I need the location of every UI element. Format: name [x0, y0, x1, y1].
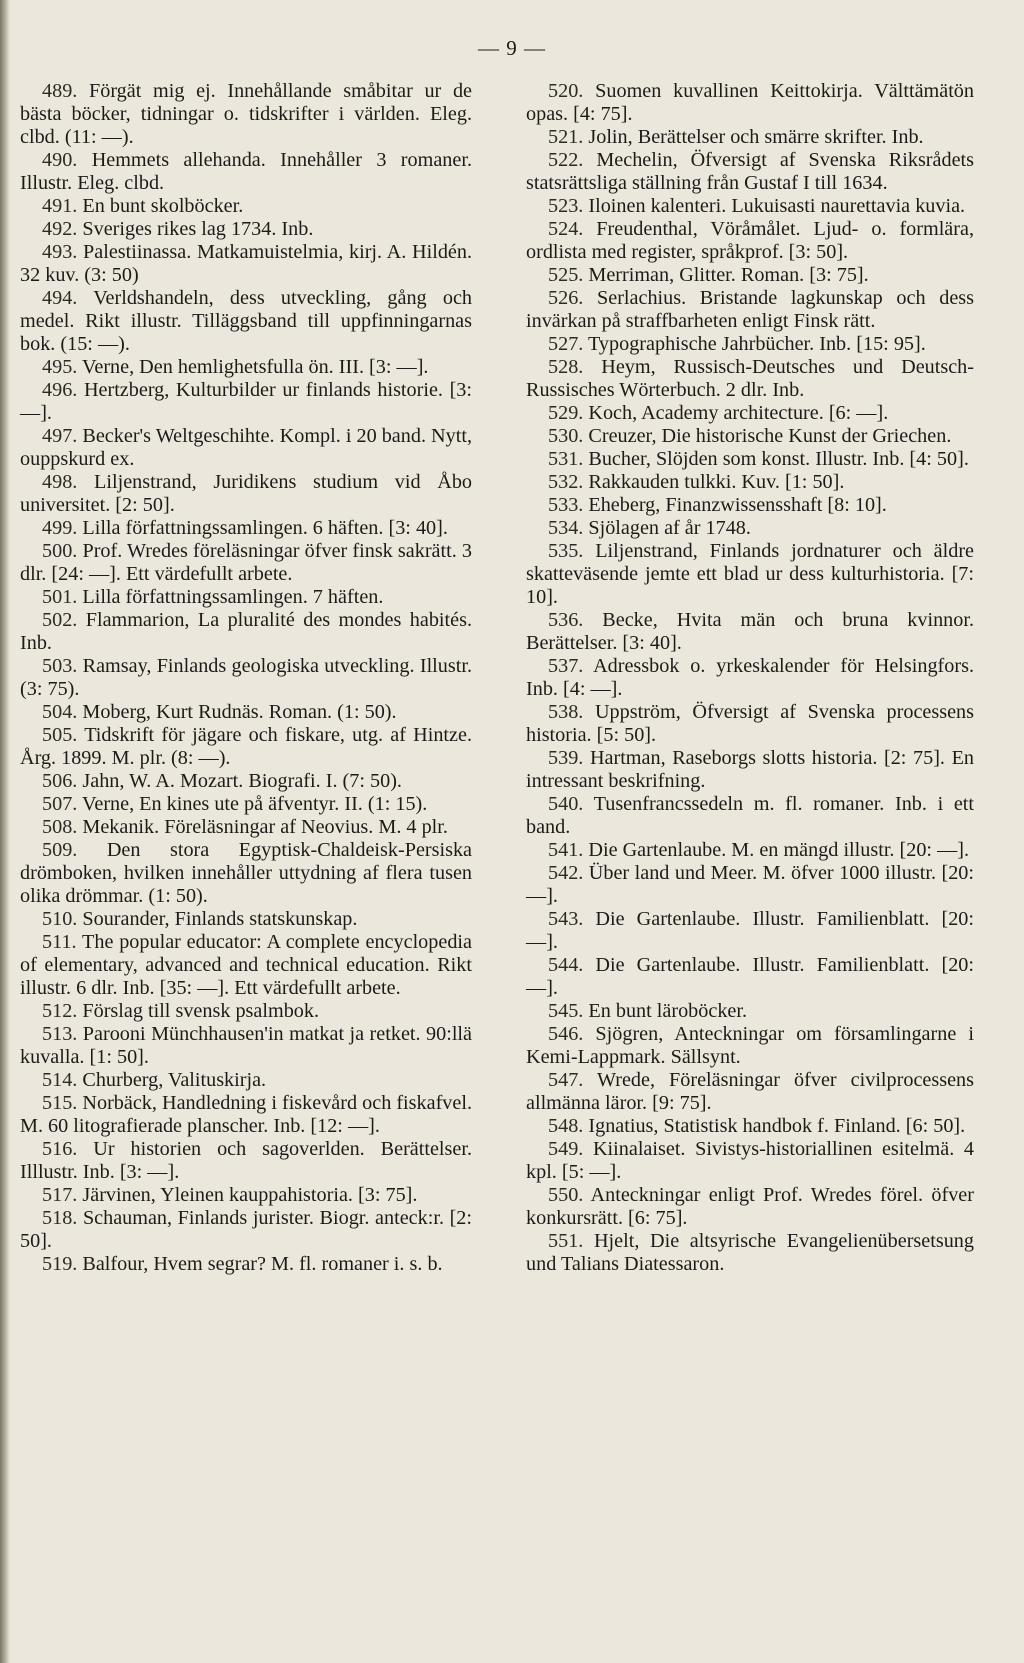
- catalog-entry: [526, 425, 974, 448]
- catalog-entry: [20, 356, 472, 379]
- catalog-entry: [20, 1092, 472, 1138]
- entry-text: Liljenstrand, Finlands jordnaturer och äldre skatteväsende jemte ett blad ur dess kulturhistoria. [7: 10].: [526, 540, 975, 608]
- catalog-entry: [526, 793, 974, 839]
- entry-text: Freudenthal, Vöråmålet. Ljud- o. formlära, ordlista med register, språkprof. [3: 50].: [526, 218, 974, 263]
- entry-number: 502.: [42, 609, 78, 631]
- entry-number: 495.: [42, 356, 78, 378]
- catalog-entry: [526, 287, 974, 333]
- catalog-entry: [526, 402, 974, 425]
- entry-number: 500.: [42, 540, 78, 562]
- entry-number: 513.: [42, 1023, 78, 1045]
- entry-number: 544.: [548, 954, 584, 976]
- entry-text: Parooni Münchhausen'in matkat ja retket. 90:llä kuvalla. [1: 50].: [20, 1023, 472, 1068]
- entry-text: Eheberg, Finanzwissensshaft [8: 10].: [588, 494, 887, 516]
- entry-text: Suomen kuvallinen Keittokirja. Välttämätön opas. [4: 75].: [526, 80, 974, 125]
- catalog-entry: [526, 494, 974, 517]
- entry-text: En bunt läroböcker.: [588, 1000, 748, 1022]
- catalog-entry: [20, 540, 472, 586]
- entry-text: Flammarion, La pluralité des mondes habités. Inb.: [20, 609, 472, 654]
- entry-number: 490.: [42, 149, 78, 171]
- entry-text: Verne, En kines ute på äfventyr. II. (1: 15).: [82, 793, 428, 815]
- entry-number: 520.: [548, 80, 584, 102]
- entry-text: Über land und Meer. M. öfver 1000 illustr. [20: —].: [526, 862, 974, 907]
- catalog-entry: [526, 954, 974, 1000]
- catalog-entry: [526, 333, 974, 356]
- entry-text: Creuzer, Die historische Kunst der Griechen.: [588, 425, 952, 447]
- entry-number: 518.: [42, 1207, 78, 1229]
- entry-text: Uppström, Öfversigt af Svenska processens historia. [5: 50].: [526, 701, 974, 746]
- catalog-entry: [20, 1138, 472, 1184]
- entry-text: Moberg, Kurt Rudnäs. Roman. (1: 50).: [82, 701, 397, 723]
- entry-text: Tusenfrancssedeln m. fl. romaner. Inb. i ett band.: [526, 793, 974, 838]
- entry-number: 509.: [42, 839, 78, 861]
- catalog-entry: [20, 241, 472, 287]
- catalog-entry: [20, 1069, 472, 1092]
- entry-number: 523.: [548, 195, 584, 217]
- catalog-entry: [20, 586, 472, 609]
- entry-text: Anteckningar enligt Prof. Wredes förel. öfver konkursrätt. [6: 75].: [526, 1184, 974, 1229]
- entry-number: 532.: [548, 471, 584, 493]
- entry-number: 507.: [42, 793, 78, 815]
- entry-text: Merriman, Glitter. Roman. [3: 75].: [588, 264, 869, 286]
- entry-text: Wrede, Föreläsningar öfver civilprocessens allmänna läror. [9: 75].: [526, 1069, 974, 1114]
- entry-number: 540.: [548, 793, 584, 815]
- entry-number: 496.: [42, 379, 78, 401]
- catalog-entry: [20, 218, 472, 241]
- entry-text: Lilla författningssamlingen. 6 häften. [3: 40].: [82, 517, 448, 539]
- entry-number: 514.: [42, 1069, 78, 1091]
- catalog-entry: [20, 1253, 472, 1276]
- left-column: [20, 80, 472, 1276]
- catalog-entry: [20, 724, 472, 770]
- entry-text: The popular educator: A complete encyclopedia of elementary, advanced and technical education. Rikt illustr. 6 dlr. Inb. [35: —]. Ett värdefullt arbete.: [20, 931, 472, 999]
- catalog-entry: [526, 1023, 974, 1069]
- entry-number: 493.: [42, 241, 78, 263]
- entry-number: 528.: [548, 356, 584, 378]
- catalog-entry: [20, 1023, 472, 1069]
- entry-number: 539.: [548, 747, 584, 769]
- catalog-entry: [20, 1184, 472, 1207]
- entry-number: 550.: [548, 1184, 584, 1206]
- catalog-entry: [20, 609, 472, 655]
- catalog-entry: [526, 356, 974, 402]
- entry-text: Die Gartenlaube. Illustr. Familienblatt. [20: —].: [526, 954, 974, 999]
- entry-text: Järvinen, Yleinen kauppahistoria. [3: 75].: [82, 1184, 418, 1206]
- entry-text: Lilla författningssamlingen. 7 häften.: [82, 586, 384, 608]
- catalog-entry: [20, 655, 472, 701]
- entry-text: Ur historien och sagoverlden. Berättelser. Illlustr. Inb. [3: —].: [20, 1138, 473, 1183]
- catalog-entry: [526, 218, 974, 264]
- entry-number: 530.: [548, 425, 584, 447]
- entry-number: 546.: [548, 1023, 584, 1045]
- catalog-entry: [20, 1207, 472, 1253]
- entry-number: 503.: [42, 655, 78, 677]
- catalog-entry: [20, 701, 472, 724]
- catalog-entry: [20, 287, 472, 356]
- entry-text: Heym, Russisch-Deutsches und Deutsch-Russisches Wörterbuch. 2 dlr. Inb.: [526, 356, 974, 401]
- entry-number: 515.: [42, 1092, 78, 1114]
- entry-text: Iloinen kalenteri. Lukuisasti naurettavia kuvia.: [588, 195, 966, 217]
- entry-text: En bunt skolböcker.: [82, 195, 244, 217]
- catalog-entry: [20, 793, 472, 816]
- entry-number: 529.: [548, 402, 584, 424]
- entry-text: Liljenstrand, Juridikens studium vid Åbo universitet. [2: 50].: [20, 471, 473, 516]
- catalog-entry: [526, 517, 974, 540]
- catalog-entry: [526, 1184, 974, 1230]
- entry-text: Prof. Wredes föreläsningar öfver finsk sakrätt. 3 dlr. [24: —]. Ett värdefullt arbete.: [20, 540, 473, 585]
- entry-number: 527.: [548, 333, 584, 355]
- catalog-entry: [20, 195, 472, 218]
- entry-number: 491.: [42, 195, 78, 217]
- catalog-entry: [20, 908, 472, 931]
- entry-text: Mekanik. Föreläsningar af Neovius. M. 4 plr.: [82, 816, 448, 838]
- entry-text: Förgät mig ej. Innehållande småbitar ur de bästa böcker, tidningar o. tidskrifter i världen. Eleg. clbd. (11: —).: [20, 80, 472, 148]
- catalog-entry: [526, 747, 974, 793]
- entry-number: 497.: [42, 425, 78, 447]
- catalog-entry: [526, 655, 974, 701]
- entry-text: Sourander, Finlands statskunskap.: [82, 908, 358, 930]
- entry-text: Sveriges rikes lag 1734. Inb.: [82, 218, 314, 240]
- entry-number: 526.: [548, 287, 584, 309]
- entry-number: 524.: [548, 218, 584, 240]
- entry-text: Ignatius, Statistisk handbok f. Finland. [6: 50].: [588, 1115, 966, 1137]
- catalog-entry: [20, 816, 472, 839]
- entry-text: Bucher, Slöjden som konst. Illustr. Inb. [4: 50].: [588, 448, 969, 470]
- catalog-entry: [20, 770, 472, 793]
- entry-number: 489.: [42, 80, 78, 102]
- entry-text: Förslag till svensk psalmbok.: [82, 1000, 320, 1022]
- catalog-entry: [526, 149, 974, 195]
- entry-number: 510.: [42, 908, 78, 930]
- entry-text: Mechelin, Öfversigt af Svenska Riksrådets statsrättsliga ställning från Gustaf I till 1634.: [526, 149, 974, 194]
- catalog-entry: [20, 471, 472, 517]
- page-number: — 9 —: [478, 36, 546, 60]
- entry-text: Sjögren, Anteckningar om församlingarne i Kemi-Lappmark. Sällsynt.: [526, 1023, 974, 1068]
- catalog-entry: [20, 80, 472, 149]
- entry-number: 543.: [548, 908, 584, 930]
- catalog-entry: [526, 908, 974, 954]
- catalog-entry: [526, 1069, 974, 1115]
- catalog-entry: [20, 1000, 472, 1023]
- entry-text: Balfour, Hvem segrar? M. fl. romaner i. s. b.: [82, 1253, 443, 1275]
- entry-number: 521.: [548, 126, 584, 148]
- entry-text: Koch, Academy architecture. [6: —].: [588, 402, 889, 424]
- catalog-entry: [526, 839, 974, 862]
- entry-number: 492.: [42, 218, 78, 240]
- catalog-entry: [526, 862, 974, 908]
- entry-number: 533.: [548, 494, 584, 516]
- catalog-entry: [526, 540, 974, 609]
- entry-number: 531.: [548, 448, 584, 470]
- catalog-entry: [526, 609, 974, 655]
- catalog-entry: [526, 264, 974, 287]
- catalog-entry: [526, 1230, 974, 1276]
- entry-text: Serlachius. Bristande lagkunskap och dess invärkan på straffbarheten enligt Finsk rätt.: [526, 287, 975, 332]
- entry-number: 494.: [42, 287, 78, 309]
- entry-number: 522.: [548, 149, 584, 171]
- entry-text: Die Gartenlaube. Illustr. Familienblatt. [20: —].: [526, 908, 974, 953]
- entry-text: Schauman, Finlands jurister. Biogr. anteck:r. [2: 50].: [20, 1207, 473, 1252]
- entry-text: Typographische Jahrbücher. Inb. [15: 95].: [588, 333, 926, 355]
- catalog-entry: [20, 149, 472, 195]
- entry-number: 516.: [42, 1138, 78, 1160]
- entry-number: 517.: [42, 1184, 78, 1206]
- catalog-entry: [526, 471, 974, 494]
- entry-number: 504.: [42, 701, 78, 723]
- entry-number: 541.: [548, 839, 584, 861]
- entry-text: Den stora Egyptisk-Chaldeisk-Persiska drömboken, hvilken innehåller uttydning af flera tusen olika drömmar. (1: 50).: [20, 839, 472, 907]
- catalog-entry: [526, 1115, 974, 1138]
- entry-text: Palestiinassa. Matkamuistelmia, kirj. A. Hildén. 32 kuv. (3: 50): [20, 241, 473, 286]
- entry-text: Die Gartenlaube. M. en mängd illustr. [20: —].: [588, 839, 970, 861]
- entry-number: 551.: [548, 1230, 584, 1252]
- entry-number: 545.: [548, 1000, 584, 1022]
- catalog-entry: [20, 379, 472, 425]
- entry-text: Sjölagen af år 1748.: [588, 517, 751, 539]
- catalog-entry: [20, 425, 472, 471]
- catalog-entry: [526, 701, 974, 747]
- entry-text: Adressbok o. yrkeskalender för Helsingfors. Inb. [4: —].: [526, 655, 974, 700]
- entry-number: 536.: [548, 609, 584, 631]
- entry-text: Ramsay, Finlands geologiska utveckling. Illustr. (3: 75).: [20, 655, 472, 700]
- entry-number: 512.: [42, 1000, 78, 1022]
- entry-text: Hertzberg, Kulturbilder ur finlands historie. [3: —].: [20, 379, 473, 424]
- catalog-entry: [526, 195, 974, 218]
- entry-number: 534.: [548, 517, 584, 539]
- entry-number: 537.: [548, 655, 584, 677]
- book-spine-shadow: [0, 0, 10, 1663]
- entry-number: 542.: [548, 862, 584, 884]
- entry-number: 499.: [42, 517, 78, 539]
- entry-text: Hemmets allehanda. Innehåller 3 romaner. Illustr. Eleg. clbd.: [20, 149, 472, 194]
- entry-number: 508.: [42, 816, 78, 838]
- right-column: [526, 80, 974, 1276]
- entry-text: Kiinalaiset. Sivistys-historiallinen esitelmä. 4 kpl. [5: —].: [526, 1138, 974, 1183]
- entry-text: Churberg, Valituskirja.: [82, 1069, 267, 1091]
- entry-number: 511.: [42, 931, 77, 953]
- catalog-entry: [20, 839, 472, 908]
- entry-number: 547.: [548, 1069, 584, 1091]
- catalog-entry: [526, 448, 974, 471]
- catalog-entry: [20, 517, 472, 540]
- entry-number: 498.: [42, 471, 78, 493]
- entry-text: Becker's Weltgeschihte. Kompl. i 20 band. Nytt, ouppskurd ex.: [20, 425, 472, 470]
- entry-number: 501.: [42, 586, 78, 608]
- entry-number: 549.: [548, 1138, 584, 1160]
- catalog-entry: [526, 80, 974, 126]
- entry-number: 505.: [42, 724, 78, 746]
- entry-text: Verldshandeln, dess utveckling, gång och medel. Rikt illustr. Tilläggsband till uppfinningarnas bok. (15: —).: [20, 287, 472, 355]
- entry-number: 519.: [42, 1253, 78, 1275]
- entry-text: Hartman, Raseborgs slotts historia. [2: 75]. En intressant beskrifning.: [526, 747, 975, 792]
- entry-text: Verne, Den hemlighetsfulla ön. III. [3: —].: [82, 356, 429, 378]
- entry-number: 548.: [548, 1115, 584, 1137]
- catalog-columns: [20, 80, 974, 1276]
- entry-number: 535.: [548, 540, 584, 562]
- entry-text: Jolin, Berättelser och smärre skrifter. Inb.: [588, 126, 924, 148]
- entry-text: Tidskrift för jägare och fiskare, utg. af Hintze. Årg. 1899. M. plr. (8: —).: [20, 724, 472, 769]
- entry-text: Becke, Hvita män och bruna kvinnor. Berättelser. [3: 40].: [526, 609, 975, 654]
- entry-text: Jahn, W. A. Mozart. Biografi. I. (7: 50).: [82, 770, 402, 792]
- entry-number: 525.: [548, 264, 584, 286]
- catalog-entry: [526, 1138, 974, 1184]
- entry-text: Hjelt, Die altsyrische Evangelienübersetsung und Talians Diatessaron.: [526, 1230, 974, 1275]
- entry-number: 538.: [548, 701, 584, 723]
- catalog-entry: [526, 126, 974, 149]
- catalog-entry: [526, 1000, 974, 1023]
- catalog-entry: [20, 931, 472, 1000]
- entry-text: Rakkauden tulkki. Kuv. [1: 50].: [588, 471, 845, 493]
- entry-text: Norbäck, Handledning i fiskevård och fiskafvel. M. 60 litografierade planscher. Inb. [12: —].: [20, 1092, 473, 1137]
- entry-number: 506.: [42, 770, 78, 792]
